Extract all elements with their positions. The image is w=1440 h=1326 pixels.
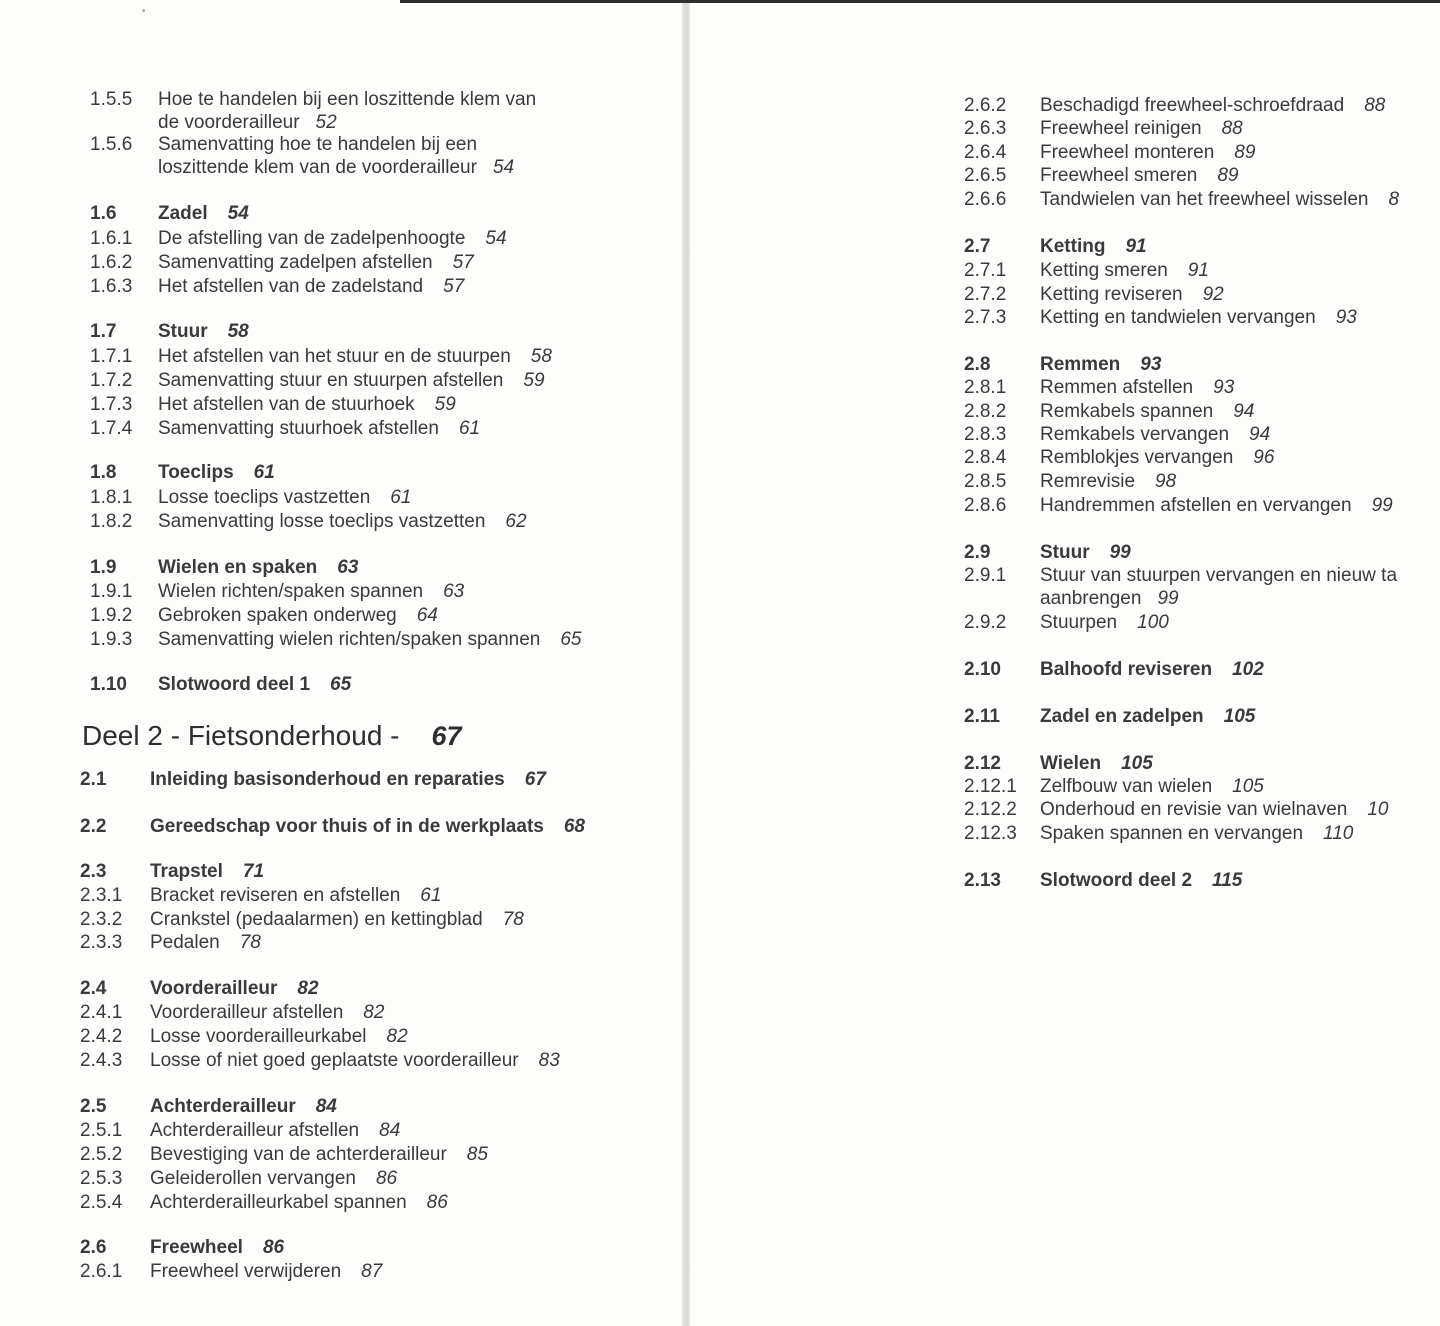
entry-number: 2.3 bbox=[80, 861, 107, 882]
part-heading bbox=[82, 718, 462, 754]
entry-title-line bbox=[158, 604, 438, 627]
entry-page-number: 8 bbox=[1388, 189, 1400, 210]
entry-number: 2.7 bbox=[964, 236, 991, 257]
entry-number: 2.6.1 bbox=[80, 1261, 123, 1282]
entry-title-line bbox=[158, 556, 358, 579]
entry-page-number: 82 bbox=[386, 1026, 408, 1047]
entry-page-number: 63 bbox=[443, 581, 465, 602]
entry-title-line bbox=[158, 673, 351, 696]
entry-number: 1.7.1 bbox=[90, 346, 133, 367]
entry-title: Freewheel verwijderen bbox=[150, 1261, 342, 1282]
entry-title-line bbox=[158, 320, 249, 343]
entry-title: Handremmen afstellen en vervangen bbox=[1040, 495, 1352, 516]
entry-title: Wielen en spaken bbox=[158, 557, 318, 578]
entry-title: Freewheel reinigen bbox=[1040, 118, 1202, 139]
entry-page-number: 99 bbox=[1371, 495, 1393, 516]
entry-title-line bbox=[1040, 798, 1389, 821]
entry-page-number: 86 bbox=[375, 1168, 398, 1189]
entry-title-line bbox=[150, 815, 585, 838]
entry-title: Stuur bbox=[158, 321, 208, 342]
entry-title: Samenvatting stuurhoek afstellen bbox=[158, 418, 439, 439]
entry-page-number: 93 bbox=[1213, 377, 1235, 398]
entry-page-number: 105 bbox=[1223, 706, 1256, 727]
entry-page-number: 115 bbox=[1212, 870, 1243, 891]
entry-title: Onderhoud en revisie van wielnaven bbox=[1040, 799, 1348, 820]
entry-page-number: 86 bbox=[262, 1237, 285, 1258]
part-heading-label: Deel 2 - Fietsonderhoud - bbox=[82, 720, 400, 751]
entry-title-line bbox=[158, 393, 456, 416]
entry-title-line bbox=[150, 1049, 560, 1072]
entry-title-continuation bbox=[158, 111, 337, 134]
entry-page-number: 94 bbox=[1233, 401, 1255, 422]
entry-title: Bracket reviseren en afstellen bbox=[150, 885, 401, 906]
entry-page-number: 62 bbox=[505, 511, 527, 532]
entry-page-number: 82 bbox=[363, 1002, 385, 1023]
entry-number: 1.7.4 bbox=[90, 418, 133, 439]
entry-title-line bbox=[150, 1236, 284, 1259]
entry-number: 2.3.3 bbox=[80, 932, 123, 953]
entry-number: 2.7.2 bbox=[964, 284, 1007, 305]
entry-title-line bbox=[158, 227, 507, 250]
entry-number: 2.8 bbox=[964, 354, 991, 375]
entry-page-number: 59 bbox=[434, 394, 456, 415]
entry-title: Samenvatting losse toeclips vastzetten bbox=[158, 511, 486, 532]
entry-number: 2.8.2 bbox=[964, 401, 1007, 422]
entry-title: Freewheel smeren bbox=[1040, 165, 1198, 186]
entry-title-line bbox=[1040, 775, 1264, 798]
entry-page-number: 105 bbox=[1232, 776, 1264, 797]
entry-number: 2.3.2 bbox=[80, 909, 123, 930]
entry-title: Het afstellen van de stuurhoek bbox=[158, 394, 415, 415]
entry-title-line bbox=[1040, 400, 1254, 423]
page-speck: • bbox=[142, 6, 146, 17]
entry-page-number: 88 bbox=[1221, 118, 1243, 139]
entry-title: Het afstellen van de zadelstand bbox=[158, 276, 424, 297]
entry-number: 2.11 bbox=[964, 706, 1000, 727]
entry-title: Tandwielen van het freewheel wisselen bbox=[1040, 189, 1369, 210]
entry-number: 1.7.3 bbox=[90, 394, 133, 415]
entry-title-line bbox=[158, 461, 275, 484]
entry-number: 2.13 bbox=[964, 870, 1001, 891]
entry-title-line bbox=[1040, 188, 1399, 211]
entry-title-line bbox=[1040, 376, 1234, 399]
entry-title-line bbox=[1040, 822, 1353, 845]
entry-title-line bbox=[1040, 752, 1153, 775]
entry-page-number: 52 bbox=[315, 112, 337, 133]
entry-title: Remkabels spannen bbox=[1040, 401, 1214, 422]
entry-title-line bbox=[158, 486, 411, 509]
entry-number: 2.4.3 bbox=[80, 1050, 123, 1071]
entry-title: Pedalen bbox=[150, 932, 220, 953]
entry-page-number: 65 bbox=[560, 629, 582, 650]
entry-page-number: 10 bbox=[1367, 799, 1389, 820]
entry-title-line bbox=[150, 931, 261, 954]
entry-title: Voorderailleur afstellen bbox=[150, 1002, 344, 1023]
entry-title: Losse of niet goed geplaatste voorderailleur bbox=[150, 1050, 519, 1071]
entry-title-line bbox=[1040, 164, 1238, 187]
entry-number: 2.10 bbox=[964, 659, 1001, 680]
entry-page-number: 65 bbox=[330, 674, 352, 695]
entry-title-line bbox=[150, 908, 524, 931]
entry-number: 2.9.1 bbox=[964, 565, 1007, 586]
entry-number: 2.6.6 bbox=[964, 189, 1007, 210]
entry-title-line bbox=[1040, 494, 1393, 517]
entry-title: Gebroken spaken onderweg bbox=[158, 605, 397, 626]
entry-title: Samenvatting stuur en stuurpen afstellen bbox=[158, 370, 504, 391]
entry-page-number: 110 bbox=[1323, 823, 1354, 844]
entry-number: 1.6.3 bbox=[90, 276, 133, 297]
entry-number: 1.10 bbox=[90, 674, 127, 695]
entry-page-number: 68 bbox=[563, 816, 585, 837]
entry-page-number: 87 bbox=[361, 1261, 383, 1282]
entry-title: Crankstel (pedaalarmen) en kettingblad bbox=[150, 909, 483, 930]
entry-title: Achterderailleur afstellen bbox=[150, 1120, 360, 1141]
entry-title: Samenvatting zadelpen afstellen bbox=[158, 252, 433, 273]
entry-number: 2.6.3 bbox=[964, 118, 1007, 139]
entry-page-number: 105 bbox=[1121, 753, 1153, 774]
entry-page-number: 54 bbox=[492, 157, 515, 178]
entry-title-line bbox=[1040, 423, 1270, 446]
entry-number: 2.5.2 bbox=[80, 1144, 123, 1165]
entry-page-number: 84 bbox=[379, 1120, 401, 1141]
entry-page-number: 54 bbox=[485, 228, 507, 249]
entry-title: Wielen richten/spaken spannen bbox=[158, 581, 424, 602]
entry-number: 2.4 bbox=[80, 978, 107, 999]
entry-page-number: 82 bbox=[297, 978, 319, 999]
entry-title-continuation bbox=[158, 156, 514, 179]
entry-page-number: 85 bbox=[466, 1144, 488, 1165]
entry-page-number: 71 bbox=[242, 861, 265, 882]
entry-title: Ketting reviseren bbox=[1040, 284, 1183, 305]
entry-title: De afstelling van de zadelpenhoogte bbox=[158, 228, 466, 249]
entry-page-number: 58 bbox=[530, 346, 552, 367]
entry-title: Freewheel bbox=[150, 1237, 243, 1258]
entry-number: 2.12.2 bbox=[964, 799, 1017, 820]
left-page bbox=[0, 0, 684, 1326]
entry-page-number: 102 bbox=[1232, 659, 1264, 680]
entry-page-number: 67 bbox=[524, 769, 546, 790]
entry-number: 1.6.2 bbox=[90, 252, 133, 273]
entry-title-line bbox=[158, 275, 464, 298]
entry-title-line bbox=[1040, 283, 1224, 306]
entry-title: Balhoofd reviseren bbox=[1040, 659, 1213, 680]
entry-number: 1.5.6 bbox=[90, 134, 133, 155]
entry-title-line bbox=[150, 1119, 400, 1142]
entry-number: 2.1 bbox=[80, 769, 107, 790]
entry-title-line bbox=[1040, 235, 1147, 258]
entry-page-number: 99 bbox=[1157, 588, 1179, 609]
entry-number: 2.8.1 bbox=[964, 377, 1007, 398]
entry-title-line bbox=[150, 1191, 448, 1214]
entry-number: 1.9.1 bbox=[90, 581, 133, 602]
entry-title: Losse toeclips vastzetten bbox=[158, 487, 371, 508]
entry-title-line bbox=[150, 1260, 382, 1283]
entry-title-line bbox=[158, 417, 480, 440]
entry-page-number: 59 bbox=[523, 370, 545, 391]
entry-title: Remblokjes vervangen bbox=[1040, 447, 1234, 468]
entry-title-cont-text: aanbrengen bbox=[1040, 588, 1142, 609]
entry-number: 2.6.5 bbox=[964, 165, 1007, 186]
entry-title-line bbox=[150, 1143, 488, 1166]
entry-title-line bbox=[150, 884, 441, 907]
entry-number: 2.4.2 bbox=[80, 1026, 123, 1047]
entry-title-line bbox=[150, 768, 546, 791]
entry-title-line bbox=[158, 369, 545, 392]
entry-page-number: 84 bbox=[315, 1096, 337, 1117]
entry-page-number: 93 bbox=[1140, 354, 1162, 375]
right-page bbox=[690, 0, 1440, 1326]
entry-number: 1.8.1 bbox=[90, 487, 133, 508]
entry-title-line bbox=[1040, 705, 1255, 728]
entry-title-line bbox=[1040, 141, 1255, 164]
entry-title-line bbox=[158, 510, 527, 533]
entry-number: 1.5.5 bbox=[90, 89, 133, 110]
entry-title-line bbox=[150, 1001, 384, 1024]
entry-title: Stuurpen bbox=[1040, 612, 1118, 633]
entry-title-line bbox=[158, 345, 552, 368]
entry-title: Losse voorderailleurkabel bbox=[150, 1026, 367, 1047]
entry-title: Voorderailleur bbox=[150, 978, 278, 999]
entry-number: 1.6.1 bbox=[90, 228, 133, 249]
entry-number: 1.6 bbox=[90, 203, 117, 224]
entry-number: 1.9.2 bbox=[90, 605, 133, 626]
entry-title: Wielen bbox=[1040, 753, 1102, 774]
entry-number: 1.8 bbox=[90, 462, 117, 483]
entry-title-line bbox=[158, 133, 477, 156]
entry-page-number: 92 bbox=[1202, 284, 1224, 305]
entry-title-line bbox=[150, 860, 264, 883]
entry-page-number: 61 bbox=[420, 885, 442, 906]
entry-title-line bbox=[158, 88, 536, 111]
entry-number: 2.5.1 bbox=[80, 1120, 123, 1141]
entry-title: Slotwoord deel 1 bbox=[158, 674, 311, 695]
entry-number: 2.8.4 bbox=[964, 447, 1007, 468]
entry-title-line bbox=[1040, 446, 1274, 469]
entry-title: Geleiderollen vervangen bbox=[150, 1168, 356, 1189]
entry-title: Zadel bbox=[158, 203, 208, 224]
entry-page-number: 58 bbox=[227, 321, 249, 342]
entry-number: 2.8.3 bbox=[964, 424, 1007, 445]
entry-number: 2.9.2 bbox=[964, 612, 1007, 633]
entry-number: 1.9.3 bbox=[90, 629, 133, 650]
entry-title-cont-text: de voorderailleur bbox=[158, 112, 300, 133]
entry-number: 2.6.4 bbox=[964, 142, 1007, 163]
entry-title-line bbox=[1040, 869, 1242, 892]
entry-title: Remmen afstellen bbox=[1040, 377, 1194, 398]
entry-number: 2.7.3 bbox=[964, 307, 1007, 328]
entry-page-number: 57 bbox=[452, 252, 474, 273]
entry-title-line bbox=[158, 251, 474, 274]
entry-title: Stuur van stuurpen vervangen en nieuw ta bbox=[1040, 565, 1398, 586]
entry-title: Toeclips bbox=[158, 462, 234, 483]
entry-page-number: 57 bbox=[443, 276, 465, 297]
entry-title: Ketting en tandwielen vervangen bbox=[1040, 307, 1316, 328]
entry-title: Het afstellen van het stuur en de stuurpen bbox=[158, 346, 511, 367]
part-heading-page: 67 bbox=[431, 721, 462, 751]
entry-title-line bbox=[150, 1167, 397, 1190]
entry-number: 2.6 bbox=[80, 1237, 107, 1258]
entry-title: Beschadigd freewheel-schroefdraad bbox=[1040, 95, 1345, 116]
entry-page-number: 63 bbox=[337, 557, 359, 578]
entry-title: Zelfbouw van wielen bbox=[1040, 776, 1213, 797]
entry-page-number: 54 bbox=[227, 203, 249, 224]
entry-title: Achterderailleur bbox=[150, 1096, 296, 1117]
entry-page-number: 61 bbox=[390, 487, 412, 508]
entry-page-number: 78 bbox=[239, 932, 261, 953]
entry-page-number: 96 bbox=[1253, 447, 1275, 468]
scan-edge-line bbox=[400, 0, 1440, 3]
entry-title-line bbox=[1040, 611, 1169, 634]
entry-number: 2.8.6 bbox=[964, 495, 1007, 516]
entry-title: Hoe te handelen bij een loszittende klem van bbox=[158, 89, 537, 110]
entry-title: Inleiding basisonderhoud en reparaties bbox=[150, 769, 505, 790]
entry-title-line bbox=[158, 580, 464, 603]
entry-title: Bevestiging van de achterderailleur bbox=[150, 1144, 447, 1165]
entry-title-line bbox=[1040, 259, 1209, 282]
entry-page-number: 91 bbox=[1125, 236, 1147, 257]
entry-page-number: 86 bbox=[426, 1192, 448, 1213]
entry-page-number: 88 bbox=[1364, 95, 1386, 116]
entry-title-line bbox=[158, 202, 249, 225]
entry-page-number: 98 bbox=[1155, 471, 1177, 492]
entry-title: Remkabels vervangen bbox=[1040, 424, 1230, 445]
entry-title-line bbox=[150, 977, 319, 1000]
entry-number: 2.8.5 bbox=[964, 471, 1007, 492]
entry-page-number: 89 bbox=[1234, 142, 1256, 163]
entry-number: 1.9 bbox=[90, 557, 117, 578]
entry-title-line bbox=[1040, 564, 1397, 587]
entry-title: Spaken spannen en vervangen bbox=[1040, 823, 1304, 844]
entry-title-line bbox=[1040, 658, 1264, 681]
entry-title: Trapstel bbox=[150, 861, 223, 882]
entry-number: 2.6.2 bbox=[964, 95, 1007, 116]
entry-page-number: 78 bbox=[502, 909, 524, 930]
entry-page-number: 83 bbox=[538, 1050, 560, 1071]
entry-number: 2.12.3 bbox=[964, 823, 1017, 844]
entry-title-line bbox=[1040, 541, 1131, 564]
entry-title-line bbox=[1040, 353, 1161, 376]
entry-page-number: 64 bbox=[416, 605, 438, 626]
entry-page-number: 91 bbox=[1187, 260, 1209, 281]
entry-title: Samenvatting wielen richten/spaken spannen bbox=[158, 629, 541, 650]
entry-title: Ketting bbox=[1040, 236, 1106, 257]
entry-number: 1.7.2 bbox=[90, 370, 133, 391]
entry-title: Slotwoord deel 2 bbox=[1040, 870, 1193, 891]
entry-number: 1.7 bbox=[90, 321, 117, 342]
entry-number: 2.12 bbox=[964, 753, 1001, 774]
entry-title: Ketting smeren bbox=[1040, 260, 1168, 281]
entry-title: Remrevisie bbox=[1040, 471, 1136, 492]
entry-number: 2.12.1 bbox=[964, 776, 1017, 797]
entry-page-number: 100 bbox=[1137, 612, 1169, 633]
entry-number: 2.7.1 bbox=[964, 260, 1007, 281]
entry-title: Samenvatting hoe te handelen bij een bbox=[158, 134, 478, 155]
entry-title-line bbox=[1040, 470, 1176, 493]
entry-page-number: 61 bbox=[458, 418, 481, 439]
entry-number: 2.5.3 bbox=[80, 1168, 123, 1189]
entry-title-line bbox=[1040, 306, 1357, 329]
entry-title: Stuur bbox=[1040, 542, 1090, 563]
entry-page-number: 94 bbox=[1249, 424, 1271, 445]
entry-title-line bbox=[150, 1095, 337, 1118]
entry-page-number: 99 bbox=[1109, 542, 1131, 563]
entry-title-continuation bbox=[1040, 587, 1179, 610]
entry-number: 1.8.2 bbox=[90, 511, 133, 532]
entry-number: 2.5 bbox=[80, 1096, 107, 1117]
entry-title: Remmen bbox=[1040, 354, 1121, 375]
entry-title: Gereedschap voor thuis of in de werkplaats bbox=[150, 816, 544, 837]
entry-title-line bbox=[1040, 117, 1243, 140]
entry-number: 2.5.4 bbox=[80, 1192, 123, 1213]
entry-title: Zadel en zadelpen bbox=[1040, 706, 1204, 727]
entry-number: 2.9 bbox=[964, 542, 991, 563]
entry-number: 2.2 bbox=[80, 816, 107, 837]
entry-title-line bbox=[1040, 94, 1385, 117]
entry-page-number: 89 bbox=[1217, 165, 1239, 186]
entry-number: 2.3.1 bbox=[80, 885, 123, 906]
entry-title-line bbox=[150, 1025, 408, 1048]
entry-title: Freewheel monteren bbox=[1040, 142, 1215, 163]
entry-title-line bbox=[158, 628, 582, 651]
entry-page-number: 93 bbox=[1335, 307, 1357, 328]
entry-title: Achterderailleurkabel spannen bbox=[150, 1192, 407, 1213]
entry-page-number: 61 bbox=[253, 462, 275, 483]
entry-title-cont-text: loszittende klem van de voorderailleur bbox=[158, 157, 477, 178]
entry-number: 2.4.1 bbox=[80, 1002, 123, 1023]
